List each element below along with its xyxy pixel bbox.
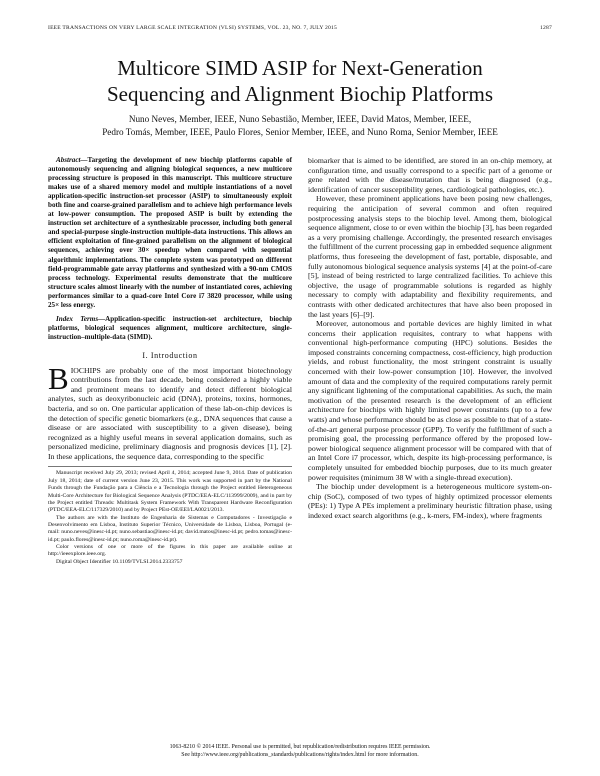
authors-line-2: Pedro Tomás, Member, IEEE, Paulo Flores, Senior Member, IEEE, and Nuno Roma, Senior Member, IEEE — [102, 127, 498, 137]
title-line-1: Multicore SIMD ASIP for Next-Generation — [117, 56, 483, 80]
copyright-line-1: 1063-8210 © 2014 IEEE. Personal use is permitted, but republication/redistribution requires IEEE permission. — [169, 744, 431, 750]
index-terms — [48, 315, 292, 342]
drop-cap: B — [48, 360, 69, 396]
intro-paragraph-1 — [48, 360, 292, 462]
right-column — [308, 156, 552, 521]
journal-name: IEEE TRANSACTIONS ON VERY LARGE SCALE INTEGRATION (VLSI) SYSTEMS, VOL. 23, NO. 7, JULY 2015 — [48, 25, 337, 31]
page-number: 1287 — [540, 25, 552, 31]
abstract-label: Abstract— — [56, 156, 88, 164]
footnote-received: Manuscript received July 29, 2013; revised April 4, 2014; accepted June 9, 2014. Date of publication July 18, 2014; date of current version June 23, 2015. This work was supported in part by the National Funds through the Fundação para a Ciência e a Tecnologia through the Project entitled Heterogeneous Multi-Core Architecture for Biological Sequence Analysis (PTDC/EEA-ELC/113999/2009), and in part by the Project entitled Threads: Multitask System Framework With Transparent Hardware Reconfiguration (PTDC/EEA-ELC/117329/2010) and by Project PEst-OE/EEI/LA0021/2013. — [48, 470, 292, 514]
paragraph-2: However, these prominent applications have been posing new challenges, requiring the anticipation of several common and often required postprocessing analysis steps to the biochip level. Among them, biological sequence alignment, close to or even within the biochip [3], has been regarded as a very promising challenge. Accordingly, the presented research envisages the fulfillment of the current processing gap in embedded sequence alignment platforms, thus foreseeing the development of fast, portable, disposable, and fully autonomous biological sequence analysis systems [4] at the point-of-care [5], instead of being restricted to large centralized facilities. To achieve this objective, the usage of programmable solutions is regarded as highly necessary to comply with adaptability and flexibility requirements, and contrasts with other dedicated architectures that have also been proposed in the last years [6]–[9]. — [308, 194, 552, 319]
abstract — [48, 156, 292, 310]
paragraph-4: The biochip under development is a heterogeneous multicore system-on-chip (SoC), composed of two types of highly optimized processor elements (PEs): 1) Type A PEs implement a preliminary heuristic filtration phase, using indexed exact search algorithms (e.g., k-mers, FM-index), where fragments — [308, 482, 552, 520]
authors-line-1: Nuno Neves, Member, IEEE, Nuno Sebastião, Member, IEEE, David Matos, Member, IEEE, — [128, 114, 472, 124]
section-heading-introduction: I. Introduction — [142, 350, 198, 360]
index-terms-label: Index Terms— — [56, 314, 106, 323]
left-column — [48, 156, 292, 566]
author-list — [40, 113, 560, 139]
intro-text: are probably one of the most important biotechnology contributions from the last decade, being considered a highly viable and prominent means to identify and detect different biological analytes, such as deoxyribonucleic acid (DNA), proteins, toxins, hormones, bacteria, and so on. One particular application of these lab-on-chip devices is the detection of specific genetic biomarkers (e.g., DNA sequences that cause a disease or are associated with susceptibility to a given disease), being recognized as a highly useful means in several application domains, such as personalized medicine, preliminary diagnosis and prognosis devices [1], [2]. In these applications, the sequence data, corresponding to the specific — [48, 365, 292, 461]
paragraph-continued: biomarker that is aimed to be identified, are stored in an on-chip memory, at configuration time, and usually correspond to a specific part of a genome or gene related with the disease/mutation that is being diagnosed (e.g., identification of cancer susceptibility genes, cardiological pathologies, etc.). — [308, 156, 552, 194]
paper-title — [30, 55, 570, 107]
footnote-doi: Digital Object Identifier 10.1109/TVLSI.2014.2333757 — [56, 558, 183, 565]
footnotes — [48, 466, 292, 565]
footnote-color: Color versions of one or more of the figures in this paper are available online at http://ieeexplore.ieee.org. — [48, 543, 292, 558]
index-terms-text: Application-specific instruction-set architecture, biochip platforms, biological sequences alignment, multicore architecture, single-instruction–multiple-data (SIMD). — [48, 314, 292, 341]
running-head — [48, 25, 552, 31]
copyright-notice — [70, 743, 530, 759]
abstract-text: Targeting the development of new biochip platforms capable of autonomously sequencing and aligning biological sequences, a new multicore processing structure is proposed in this manuscript. This multicore structure makes use of a shared memory model and multiple instantiations of a novel application-specific instruction-set processor (ASIP) to simultaneously exploit both fine and coarse-grained parallelism and to achieve high performance levels at low-power consumption. The proposed ASIP is built by extending the instruction set architecture of a synthesizable processor, including both general and special-purpose single-instruction multiple-data instructions. This allows an efficient exploitation of fine-grained parallelism on the alignment of biological sequences, achieving over 30× speedup when compared with sequential algorithmic implementations. The complete system was prototyped on different field-programmable gate array platforms and synthesized with a 90-nm CMOS process technology. Experimental results demonstrate that the multicore structure scales almost linearly with the number of instantiated cores, achieving performances similar to a quad-core Intel Core i7 3820 processor, while using 25× less energy. — [48, 156, 292, 309]
title-line-2: Sequencing and Alignment Biochip Platforms — [106, 82, 494, 106]
intro-first-word: IOCHIPS — [70, 365, 101, 375]
paragraph-3: Moreover, autonomous and portable devices are highly limited in what concerns their application requisites, contrary to what happens with conventional high-performance computing (HPC) solutions. Besides the imposed constraints concerning compactness, cost-efficiency, high production yields, and robust functionality, the most stringent constraint is usually concerned with their low-power consumption [10]. However, the involved amount of data and the complexity of the required computations rarely permit any significant lightening of the computational capabilities. As such, the main motivation of the presented research is the development of an efficient architecture for biochips with highly limited power constraints (up to a few watts) and whose performance should be as close as possible to that of a state-of-the-art general purpose processor (GPP). To verify the fulfillment of such a promising goal, the processing performance offered by the proposed low-power biological sequence alignment processor will be compared with that of an Intel Core i7 processor, which, despite its high-processing performance, is completely unsuited for embedded biochip purposes, due to its much greater power requisites (minimum 38 W with a single-thread execution). — [308, 319, 552, 482]
footnote-affiliation: The authors are with the Instituto de Engenharia de Sistemas e Computadores - Investigação e Desenvolvimento em Lisboa, Instituto Superior Técnico, Universidade de Lisboa, Lisboa, Portugal (e-mail: nuno.neves@inesc-id.pt; nuno.sebastiao@inesc-id.pt; david.matos@inesc-id.pt; pedro.tomas@inesc-id.pt; paulo.flores@inesc-id.pt; nuno.roma@inesc-id.pt). — [48, 514, 292, 543]
copyright-line-2: See http://www.ieee.org/publications_standards/publications/rights/index.html for more information. — [181, 752, 419, 758]
